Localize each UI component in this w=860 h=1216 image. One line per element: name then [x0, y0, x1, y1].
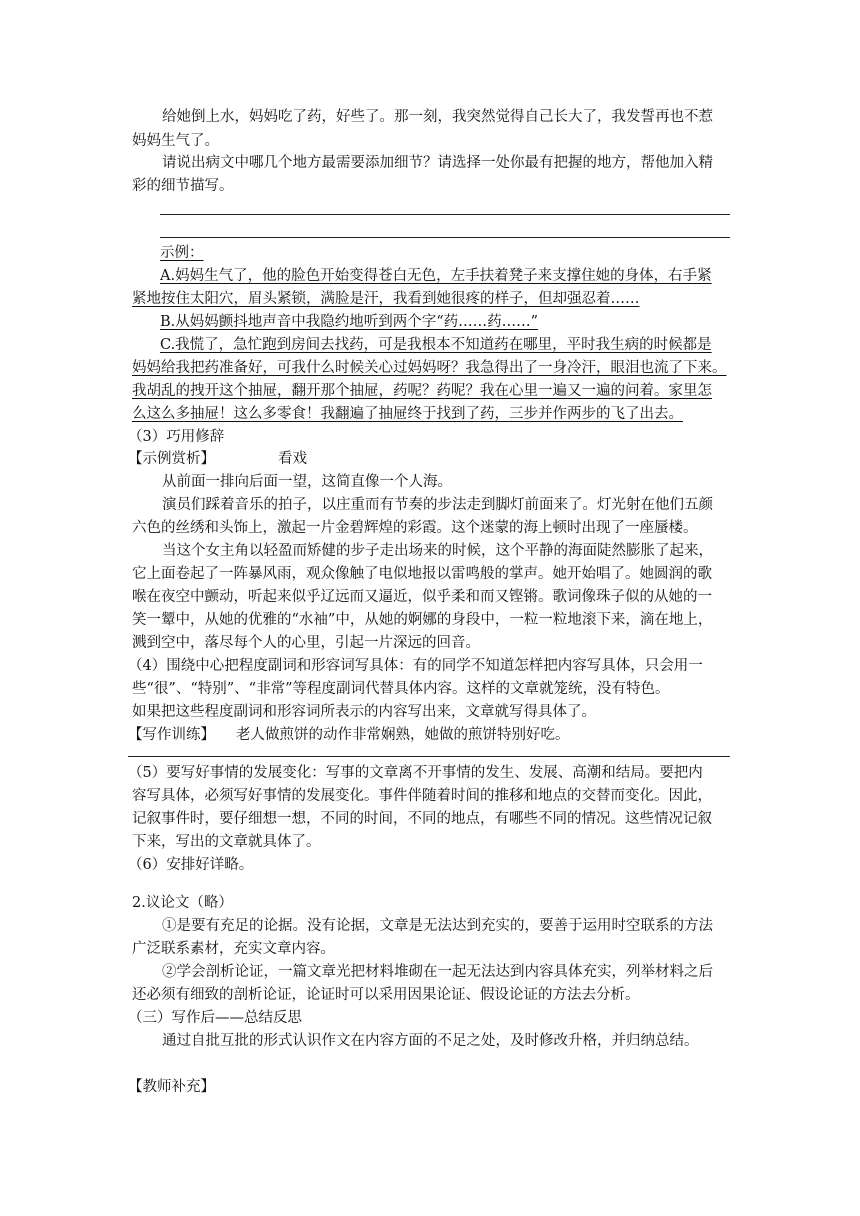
answer-line [160, 237, 730, 238]
training-text: 老人做煎饼的动作非常娴熟，她做的煎饼特别好吃。 [236, 727, 570, 743]
argument-line: ①是要有充足的论据。没有论据，文章是无法达到充实的，要善于运用时空联系的方法 [162, 918, 713, 934]
appreciation-line: 从前面一排向后面一望，这简直像一个人海。 [162, 474, 452, 490]
question-line: 请说出病文中哪几个地方最需要添加细节？请选择一处你最有把握的地方，帮他加入精 [162, 155, 713, 171]
example-label: 示例： [160, 245, 204, 261]
example-c-line: C.我慌了，急忙跑到房间去找药，可是我根本不知道药在哪里，平时我生病的时候都是 [160, 337, 712, 353]
training-label: 【写作训练】 [128, 727, 215, 743]
section-line: 容写具体，必须写好事情的发展变化。事件伴随着时间的推移和地点的交替而变化。因此， [132, 788, 712, 804]
argument-line: 还必须有细致的剖析论证，论证时可以采用因果论证、假设论证的方法去分析。 [132, 987, 640, 1003]
argument-line: ②学会剖析论证，一篇文章光把材料堆砌在一起无法达到内容具体充实，列举材料之后 [162, 964, 713, 980]
appreciation-line: 六色的丝绣和头饰上，激起一片金碧辉煌的彩霞。这个迷蒙的海上顿时出现了一座蜃楼。 [132, 520, 698, 536]
section-line: 如果把这些程度副词和形容词所表示的内容写出来，文章就写得具体了。 [132, 704, 596, 720]
appreciation-title: 看戏 [278, 451, 307, 467]
appreciation-line: 当这个女主角以轻盈而矫健的步子走出场来的时候，这个平静的海面陡然膨胀了起来， [162, 543, 713, 559]
summary-line: 通过自批互批的形式认识作文在内容方面的不足之处，及时修改升格，并归纳总结。 [162, 1033, 699, 1049]
appreciation-label: 【示例赏析】 [128, 451, 215, 467]
appreciation-line: 它上面卷起了一阵暴风雨，观众像触了电似地报以雷鸣般的掌声。她开始唱了。她圆润的歌 [132, 566, 712, 582]
appreciation-line: 演员们踩着音乐的拍子，以庄重而有节奏的步法走到脚灯前面来了。灯光射在他们五颜 [162, 497, 713, 513]
section-line: 下来，写出的文章就具体了。 [132, 834, 321, 850]
section-heading: （三）写作后——总结反思 [128, 1010, 302, 1026]
section-heading: （3）巧用修辞 [128, 429, 225, 445]
example-a-line: A.妈妈生气了，他的脸色开始变得苍白无色，左手扶着凳子来支撑住她的身体，右手紧 [160, 268, 712, 284]
argument-heading: 2.议论文（略） [132, 895, 233, 911]
appreciation-line: 溅到空中，落尽每个人的心里，引起一片深远的回音。 [132, 635, 480, 651]
section-line: 记叙事件时，要仔细想一想，不同的时间，不同的地点，有哪些不同的情况。这些情况记叙 [132, 811, 712, 827]
answer-line [160, 214, 730, 215]
argument-line: 广泛联系素材，充实文章内容。 [132, 941, 335, 957]
appreciation-line: 笑一颦中，从她的优雅的“水袖”中，从她的婀娜的身段中，一粒一粒地滚下来，滴在地上， [132, 612, 713, 628]
example-b-line: B.从妈妈颤抖地声音中我隐约地听到两个字“药……药……” [160, 314, 539, 330]
appreciation-line: 喉在夜空中颤动，听起来似乎辽远而又逼近，似乎柔和而又铿锵。歌词像珠子似的从她的一 [132, 589, 712, 605]
paragraph-line: 妈妈生气了。 [132, 133, 219, 149]
example-c-line: 么这么多抽屉！这么多零食！我翻遍了抽屉终于找到了药，三步并作两步的飞了出去。 [132, 406, 683, 422]
section-line: （4）围绕中心把程度副词和形容词写具体：有的同学不知道怎样把内容写具体，只会用一 [128, 658, 703, 674]
paragraph-line: 给她倒上水，妈妈吃了药，好些了。那一刻，我突然觉得自己长大了，我发誓再也不惹 [162, 109, 713, 125]
example-c-line: 我胡乱的拽开这个抽屉，翻开那个抽屉，药呢？药呢？我在心里一遍又一遍的问着。家里怎 [132, 383, 712, 399]
section-line: （6）安排好详略。 [128, 857, 254, 873]
example-c-line: 妈妈给我把药准备好，可我什么时候关心过妈妈呀？我急得出了一身冷汗，眼泪也流了下来。 [132, 360, 727, 376]
teacher-supplement-label: 【教师补充】 [128, 1079, 215, 1095]
section-line: 些“很”、“特别”、“非常”等程度副词代替具体内容。这样的文章就笼统，没有特色。 [132, 681, 670, 697]
example-a-line: 紧地按住太阳穴，眉头紧锁，满脸是汗，我看到她很疼的样子，但却强忍着…… [132, 291, 640, 307]
section-line: （5）要写好事情的发展变化：写事的文章离不开事情的发生、发展、高潮和结局。要把内 [128, 765, 703, 781]
answer-line [128, 756, 730, 757]
question-line: 彩的细节描写。 [132, 178, 234, 194]
